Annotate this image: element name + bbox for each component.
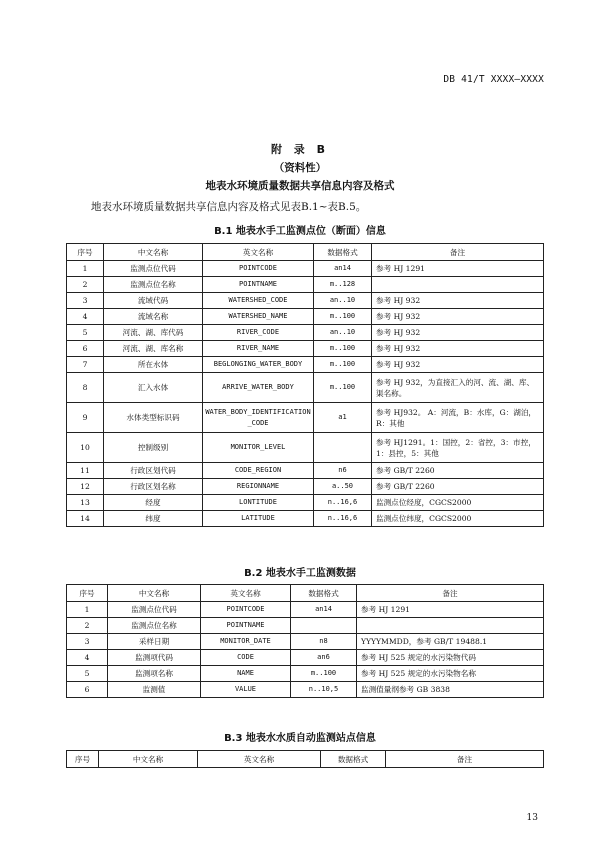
table-cell: 11 — [67, 463, 104, 479]
table-cell: 参考 HJ 1291 — [357, 602, 544, 618]
table-cell: 参考 HJ 932 — [372, 357, 544, 373]
table-row — [67, 479, 544, 495]
table-cell: 6 — [67, 682, 108, 698]
table-row — [67, 277, 544, 293]
table-row — [67, 650, 544, 666]
table-cell: 4 — [67, 650, 108, 666]
table-cell — [314, 433, 372, 463]
page-number: 13 — [526, 813, 538, 823]
table-cell: 2 — [67, 277, 104, 293]
table-cell: 监测项代码 — [108, 650, 201, 666]
table-cell: 4 — [67, 309, 104, 325]
table-cell: 7 — [67, 357, 104, 373]
table-row — [67, 261, 544, 277]
table-cell: 3 — [67, 293, 104, 309]
table-cell: 参考 HJ932。 A：河流，B：水库，G：湖泊，R：其他 — [372, 403, 544, 433]
table-cell: 6 — [67, 341, 104, 357]
table-cell: a1 — [314, 403, 372, 433]
document-code: DB 41/T XXXX—XXXX — [443, 74, 544, 85]
table-cell: 监测点位纬度，CGCS2000 — [372, 511, 544, 527]
intro-paragraph: 地表水环境质量数据共享信息内容及格式见表B.1~表B.5。 — [91, 201, 367, 213]
column-header: 英文名称 — [201, 585, 291, 602]
table-cell: 流域代码 — [104, 293, 203, 309]
table-cell: 12 — [67, 479, 104, 495]
table-cell: 流域名称 — [104, 309, 203, 325]
table-cell: 监测点位经度，CGCS2000 — [372, 495, 544, 511]
table-row — [67, 666, 544, 682]
table-cell: CODE_REGION — [203, 463, 314, 479]
table-cell: 行政区划名称 — [104, 479, 203, 495]
table-cell: 监测值量纲参考 GB 3838 — [357, 682, 544, 698]
table-cell: m..100 — [314, 373, 372, 403]
table-cell: ARRIVE_WATER_BODY — [203, 373, 314, 403]
column-header: 英文名称 — [198, 751, 321, 768]
table-cell: m..128 — [314, 277, 372, 293]
column-header: 英文名称 — [203, 244, 314, 261]
table-cell: 所在水体 — [104, 357, 203, 373]
column-header: 中文名称 — [108, 585, 201, 602]
table-row — [67, 357, 544, 373]
table-cell: WATER_BODY_IDENTIFICATION_CODE — [203, 403, 314, 433]
table-cell: POINTNAME — [201, 618, 291, 634]
table-cell: an6 — [291, 650, 357, 666]
table-cell: 河流、湖、库名称 — [104, 341, 203, 357]
table-cell: 监测点位代码 — [108, 602, 201, 618]
table-cell: POINTCODE — [203, 261, 314, 277]
table-cell: 1 — [67, 602, 108, 618]
appendix-title: 附 录 B — [270, 143, 330, 156]
table-cell: m..100 — [291, 666, 357, 682]
column-header: 数据格式 — [314, 244, 372, 261]
table-cell: 13 — [67, 495, 104, 511]
column-header: 数据格式 — [321, 751, 386, 768]
table-row — [67, 403, 544, 433]
table-cell: RIVER_NAME — [203, 341, 314, 357]
table-cell: 行政区划代码 — [104, 463, 203, 479]
table-b3-caption: B.3 地表水水质自动监测站点信息 — [224, 733, 376, 744]
column-header: 序号 — [67, 585, 108, 602]
table-cell: WATERSHED_NAME — [203, 309, 314, 325]
table-cell: n..16,6 — [314, 511, 372, 527]
table-cell: 参考 HJ1291。1：国控，2：省控，3：市控，1：县控，5：其他 — [372, 433, 544, 463]
table-row — [67, 602, 544, 618]
table-cell: 监测点位代码 — [104, 261, 203, 277]
table-cell: 参考 HJ 932，为直接汇入的河、流、湖、库、渠名称。 — [372, 373, 544, 403]
table-cell: 参考 HJ 1291 — [372, 261, 544, 277]
table-cell — [291, 618, 357, 634]
table-cell — [357, 618, 544, 634]
table-cell: 参考 HJ 525 规定的水污染物名称 — [357, 666, 544, 682]
table-cell: CODE — [201, 650, 291, 666]
table-cell: m..100 — [314, 341, 372, 357]
table-cell: MONITOR_LEVEL — [203, 433, 314, 463]
table-cell: a..50 — [314, 479, 372, 495]
table-b3 — [66, 750, 544, 768]
table-row — [67, 463, 544, 479]
table-cell: 2 — [67, 618, 108, 634]
table-cell: m..100 — [314, 357, 372, 373]
table-cell: WATERSHED_CODE — [203, 293, 314, 309]
appendix-heading: 地表水环境质量数据共享信息内容及格式 — [205, 180, 395, 192]
table-b2-header-row — [67, 585, 544, 602]
table-cell: 5 — [67, 325, 104, 341]
table-cell: 10 — [67, 433, 104, 463]
table-cell: m..100 — [314, 309, 372, 325]
column-header: 中文名称 — [104, 244, 203, 261]
table-row — [67, 309, 544, 325]
column-header: 数据格式 — [291, 585, 357, 602]
table-cell: MONITOR_DATE — [201, 634, 291, 650]
table-row — [67, 682, 544, 698]
appendix-subtitle: （资料性） — [273, 162, 327, 174]
column-header: 序号 — [67, 244, 104, 261]
table-cell: an..10 — [314, 293, 372, 309]
table-row — [67, 618, 544, 634]
table-b2-caption: B.2 地表水手工监测数据 — [244, 568, 356, 579]
table-cell — [372, 277, 544, 293]
table-cell: 经度 — [104, 495, 203, 511]
table-cell: 监测点位名称 — [108, 618, 201, 634]
table-b3-header-row — [67, 751, 544, 768]
column-header: 备注 — [386, 751, 544, 768]
column-header: 中文名称 — [99, 751, 198, 768]
table-row — [67, 495, 544, 511]
table-cell: 1 — [67, 261, 104, 277]
table-cell: 控制级别 — [104, 433, 203, 463]
table-cell: 采样日期 — [108, 634, 201, 650]
table-cell: REGIONNAME — [203, 479, 314, 495]
table-cell: n6 — [314, 463, 372, 479]
table-row — [67, 341, 544, 357]
table-row — [67, 325, 544, 341]
column-header: 备注 — [357, 585, 544, 602]
table-cell: 8 — [67, 373, 104, 403]
table-cell: 参考 HJ 932 — [372, 325, 544, 341]
table-cell: 参考 HJ 932 — [372, 293, 544, 309]
table-cell: 3 — [67, 634, 108, 650]
table-cell: 参考 GB/T 2260 — [372, 479, 544, 495]
table-cell: an14 — [314, 261, 372, 277]
table-b2 — [66, 584, 544, 698]
table-cell: RIVER_CODE — [203, 325, 314, 341]
table-cell: n..16,6 — [314, 495, 372, 511]
table-row — [67, 511, 544, 527]
table-cell: 参考 HJ 932 — [372, 341, 544, 357]
table-cell: 监测项名称 — [108, 666, 201, 682]
table-cell: YYYYMMDD，参考 GB/T 19488.1 — [357, 634, 544, 650]
table-row — [67, 634, 544, 650]
table-cell: an..10 — [314, 325, 372, 341]
table-cell: 5 — [67, 666, 108, 682]
table-row — [67, 293, 544, 309]
table-cell: n..10,5 — [291, 682, 357, 698]
table-cell: POINTNAME — [203, 277, 314, 293]
table-cell: 9 — [67, 403, 104, 433]
table-cell: 参考 HJ 932 — [372, 309, 544, 325]
table-cell: VALUE — [201, 682, 291, 698]
table-cell: 汇入水体 — [104, 373, 203, 403]
table-row — [67, 433, 544, 463]
table-cell: 参考 GB/T 2260 — [372, 463, 544, 479]
table-cell: LONTITUDE — [203, 495, 314, 511]
column-header: 备注 — [372, 244, 544, 261]
table-b1 — [66, 243, 544, 527]
table-cell: NAME — [201, 666, 291, 682]
table-cell: an14 — [291, 602, 357, 618]
table-cell: POINTCODE — [201, 602, 291, 618]
table-row — [67, 373, 544, 403]
table-cell: 水体类型标识码 — [104, 403, 203, 433]
table-cell: 河流、湖、库代码 — [104, 325, 203, 341]
table-cell: 监测点位名称 — [104, 277, 203, 293]
table-cell: LATITUDE — [203, 511, 314, 527]
table-b1-caption: B.1 地表水手工监测点位（断面）信息 — [214, 226, 386, 237]
table-cell: BEGLONGING_WATER_BODY — [203, 357, 314, 373]
table-cell: 14 — [67, 511, 104, 527]
table-cell: 纬度 — [104, 511, 203, 527]
table-b1-header-row — [67, 244, 544, 261]
table-cell: n8 — [291, 634, 357, 650]
table-cell: 参考 HJ 525 规定的水污染物代码 — [357, 650, 544, 666]
column-header: 序号 — [67, 751, 99, 768]
table-cell: 监测值 — [108, 682, 201, 698]
